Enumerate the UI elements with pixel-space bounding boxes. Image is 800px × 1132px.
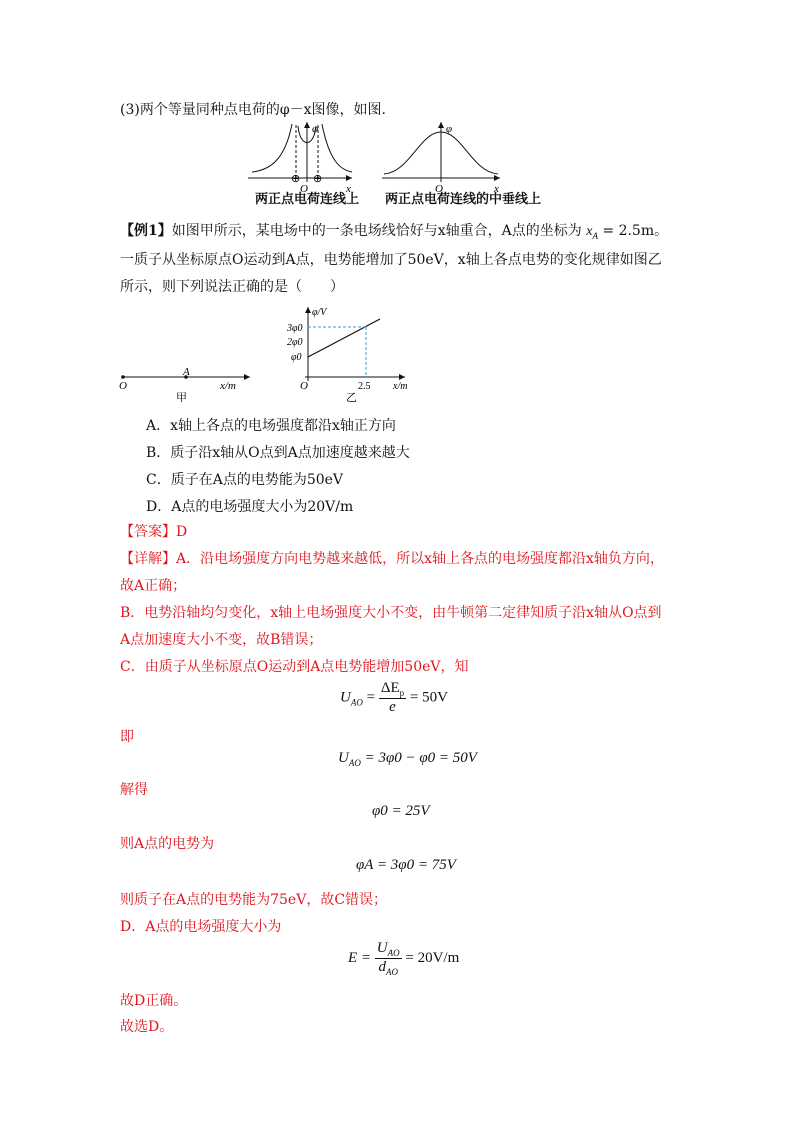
option-a: A．x轴上各点的电场强度都沿x轴正方向 (146, 418, 396, 434)
charge-1: ⊕ (291, 173, 301, 185)
equation-2: $U_{AO} = 3\varphi 0 - \varphi 0 = 50V$ (338, 750, 477, 768)
yi-o: O (300, 380, 308, 392)
caption-right: 两正点电荷连线的中垂线上 (385, 192, 542, 207)
left-curve-3 (322, 124, 352, 172)
explain-d-end: 故D正确。 (120, 993, 188, 1009)
equation-3: φ0 = 25V (372, 803, 430, 819)
example-line2: 一质子从坐标原点O运动到A点，电势能增加了50eV，x轴上各点电势的变化规律如图乙 (120, 252, 662, 268)
jia-a: A (183, 366, 190, 378)
explain-b1: B．电势沿轴均匀变化，x轴上电场强度大小不变，由牛顿第二定律知质子沿x轴从O点到 (120, 605, 662, 621)
right-phi-label: φ (446, 123, 453, 135)
explain-a2: 故A正确； (120, 578, 187, 594)
left-phi-label: φ (312, 123, 319, 135)
explain-d1: D．A点的电场强度大小为 (120, 919, 282, 935)
explain-b2: A点加速度大小不变，故B错误； (120, 632, 323, 648)
yi-x-label: x/m (393, 381, 408, 392)
explain-final: 故选D。 (120, 1019, 174, 1035)
equation-1: $U_{AO}$ = $\frac{\Delta E_p}{e}$ = 50V (340, 680, 448, 715)
yi-caption: 乙 (346, 392, 357, 404)
right-x-label: x (494, 183, 499, 195)
caption-left: 两正点电荷连线上 (255, 192, 360, 207)
explain-a1: 【详解】A．沿电场强度方向电势越来越低，所以x轴上各点的电场强度都沿x轴负方向， (120, 551, 664, 567)
yi-y-label: φ/V (312, 307, 327, 318)
left-origin-label: O (300, 183, 308, 195)
explain-jiede: 解得 (120, 782, 148, 798)
equation-4: φA = 3φ0 = 75V (356, 857, 456, 873)
jia-caption: 甲 (176, 392, 187, 404)
explain-then: 则A点的电势为 (120, 836, 215, 852)
jia-o: O (119, 380, 127, 392)
charge-2: ⊕ (313, 173, 323, 185)
explain-ji: 即 (120, 729, 134, 745)
example-line3: 所示，则下列说法正确的是（ ） (120, 279, 344, 295)
example-tag: 【例1】 (120, 223, 172, 239)
jia-x: x/m (220, 380, 236, 392)
yi-line (308, 319, 380, 357)
option-b: B．质子沿x轴从O点到A点加速度越来越大 (146, 445, 410, 461)
yi-tick-2: 2φ0 (287, 337, 303, 348)
yi-tick-3: 3φ0 (287, 323, 303, 334)
answer: 【答案】D (120, 524, 188, 540)
equation-5: E = $\frac{U_{AO}}{d_{AO}}$ = 20V/m (348, 940, 460, 977)
intro-line: (3)两个等量同种点电荷的φ－x图像，如图. (120, 102, 386, 118)
example-line1: 【例1】如图甲所示，某电场中的一条电场线恰好与x轴重合，A点的坐标为 $x_A = 2.5m$。 (120, 223, 669, 241)
option-c: C．质子在A点的电势能为50eV (146, 472, 344, 488)
yi-x-tick: 2.5 (358, 381, 371, 392)
yi-tick-1: φ0 (291, 352, 302, 363)
right-origin-label: O (435, 183, 443, 195)
option-d: D．A点的电场强度大小为20V/m (146, 499, 354, 515)
left-curve-1 (252, 124, 292, 172)
example-figures (0, 305, 800, 415)
explain-c1: C．由质子从坐标原点O运动到A点电势能增加50eV，知 (120, 659, 469, 675)
explain-c-end: 则质子在A点的电势能为75eV，故C错误； (120, 892, 388, 908)
left-x-label: x (346, 183, 351, 195)
